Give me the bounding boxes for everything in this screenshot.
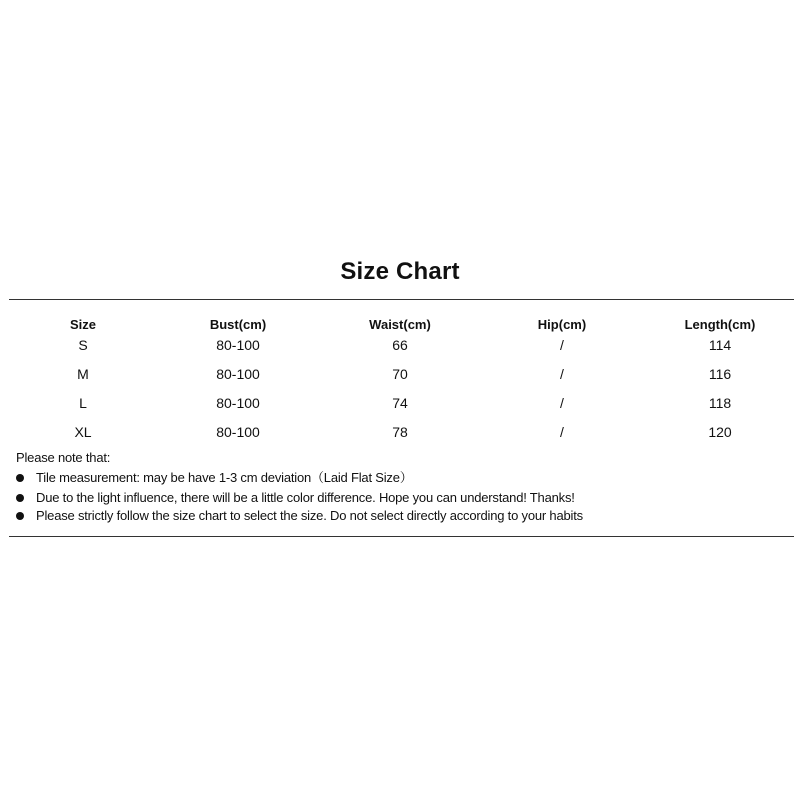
cell-length: 120 xyxy=(708,424,732,440)
table-row xyxy=(0,423,800,452)
cell-size: M xyxy=(77,366,89,382)
cell-waist: 74 xyxy=(392,395,408,411)
top-divider xyxy=(9,299,794,300)
cell-waist: 78 xyxy=(392,424,408,440)
cell-waist: 70 xyxy=(392,366,408,382)
cell-hip: / xyxy=(560,424,564,440)
cell-hip: / xyxy=(560,395,564,411)
cell-size: XL xyxy=(74,424,92,440)
header-waist: Waist(cm) xyxy=(369,317,431,332)
cell-bust: 80-100 xyxy=(216,424,260,440)
cell-hip: / xyxy=(560,337,564,353)
note-text: Please strictly follow the size chart to select the size. Do not select directly according to your habits xyxy=(36,508,583,523)
cell-length: 114 xyxy=(708,337,732,353)
cell-size: L xyxy=(79,395,87,411)
note-text: Due to the light influence, there will be a little color difference. Hope you can understand! Thanks! xyxy=(36,490,575,505)
note-item xyxy=(16,469,583,487)
cell-bust: 80-100 xyxy=(216,395,260,411)
cell-hip: / xyxy=(560,366,564,382)
bullet-icon xyxy=(16,474,24,482)
header-hip: Hip(cm) xyxy=(537,317,587,332)
bullet-icon xyxy=(16,512,24,520)
size-chart-title: Size Chart xyxy=(340,258,460,285)
notes-heading: Please note that: xyxy=(16,450,111,465)
header-bust: Bust(cm) xyxy=(209,317,267,332)
cell-waist: 66 xyxy=(392,337,408,353)
table-header-row xyxy=(0,312,800,336)
header-length: Length(cm) xyxy=(684,317,756,332)
notes-section xyxy=(16,449,583,525)
size-table xyxy=(0,312,800,452)
header-size: Size xyxy=(69,317,96,332)
cell-length: 118 xyxy=(708,395,732,411)
note-text: Tile measurement: may be have 1-3 cm deviation（Laid Flat Size） xyxy=(36,470,413,485)
note-item xyxy=(16,489,583,507)
bullet-icon xyxy=(16,494,24,502)
note-item xyxy=(16,507,583,525)
table-row xyxy=(0,365,800,394)
table-row xyxy=(0,336,800,365)
bottom-divider xyxy=(9,536,794,537)
cell-length: 116 xyxy=(708,366,732,382)
cell-size: S xyxy=(78,337,88,353)
table-row xyxy=(0,394,800,423)
cell-bust: 80-100 xyxy=(216,337,260,353)
cell-bust: 80-100 xyxy=(216,366,260,382)
